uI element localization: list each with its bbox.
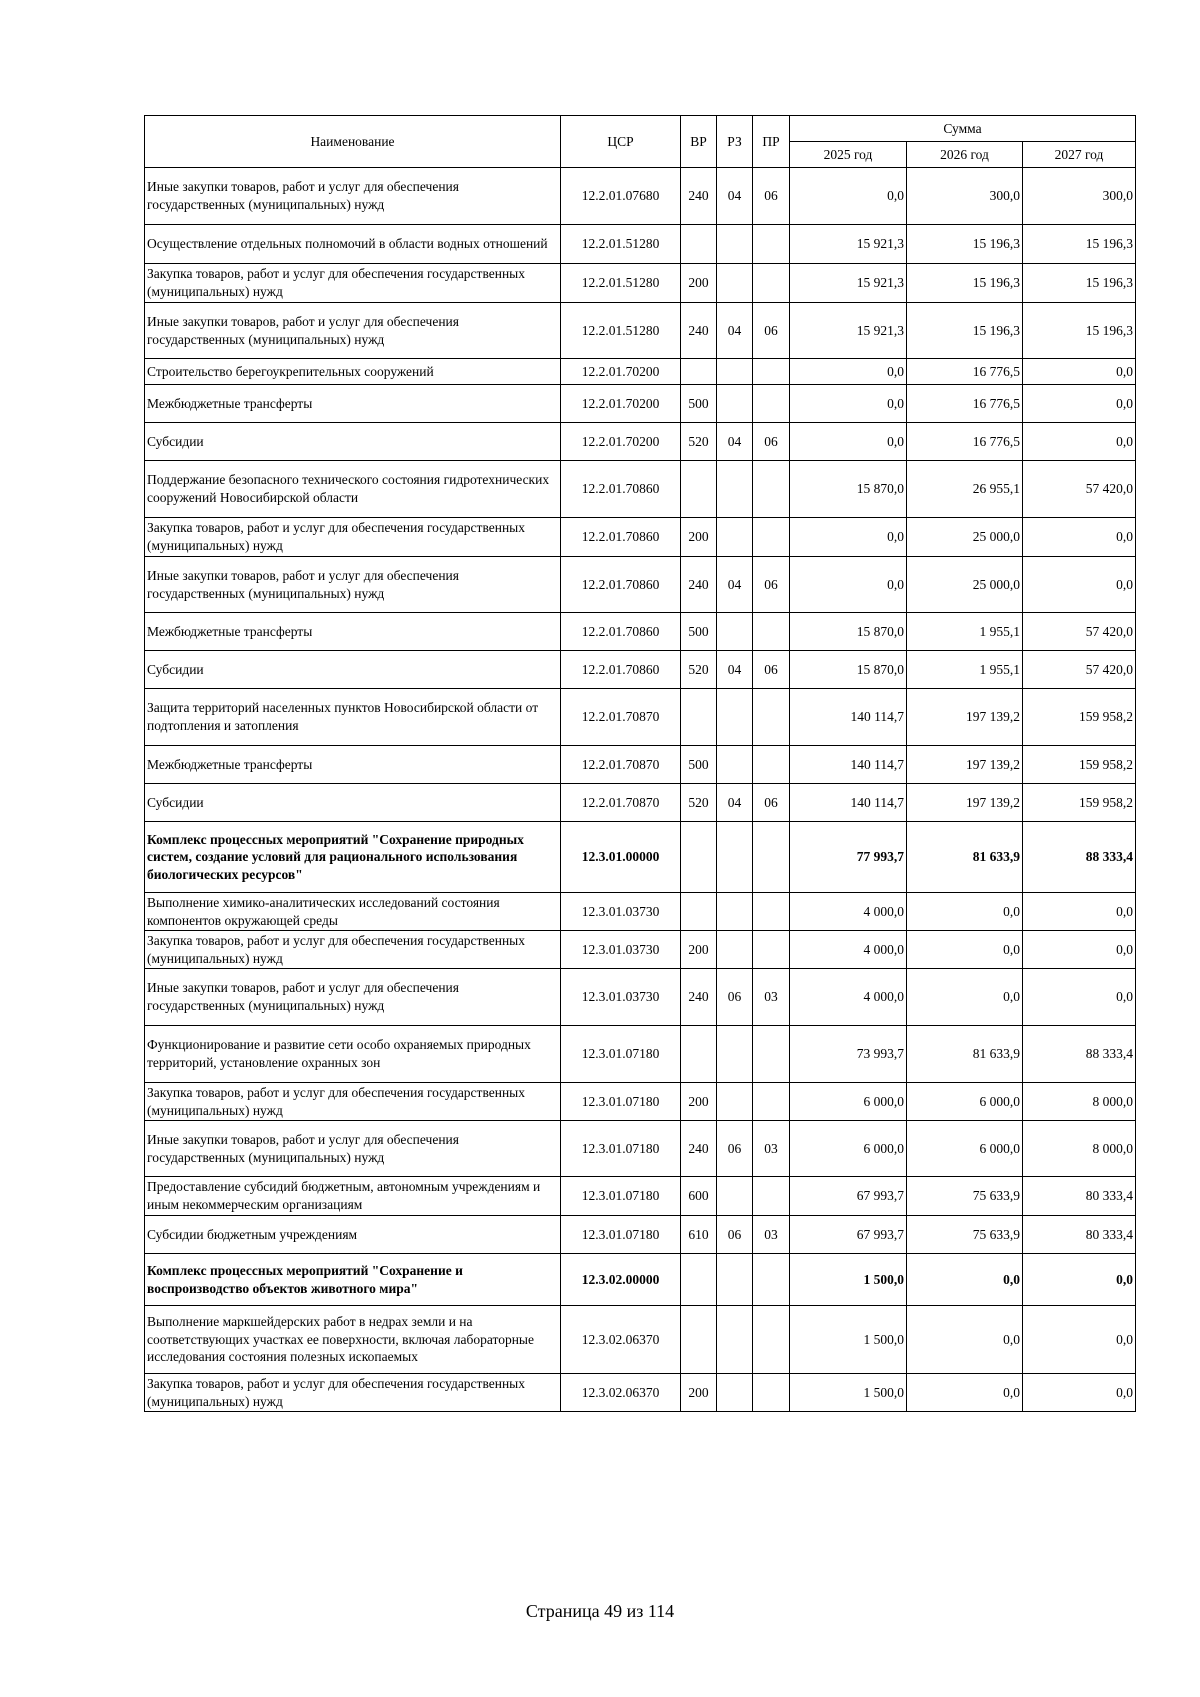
cell-pr (753, 461, 790, 518)
cell-2026: 16 776,5 (907, 359, 1023, 385)
table-body (145, 168, 1136, 1412)
header-year-2027: 2027 год (1023, 142, 1136, 168)
cell-rz (717, 1026, 753, 1083)
cell-vr (681, 822, 717, 893)
cell-name: Закупка товаров, работ и услуг для обеспечения государственных (муниципальных) нужд (145, 518, 561, 557)
cell-vr (681, 1306, 717, 1374)
cell-pr (753, 1254, 790, 1306)
cell-2025: 0,0 (790, 359, 907, 385)
table-row (145, 746, 1136, 784)
cell-name: Выполнение маркшейдерских работ в недрах земли и на соответствующих участках ее поверхности, включая лабораторные исследования состояния полезных ископаемых (145, 1306, 561, 1374)
cell-2026: 25 000,0 (907, 557, 1023, 613)
cell-rz (717, 385, 753, 423)
cell-2026: 26 955,1 (907, 461, 1023, 518)
table-row (145, 225, 1136, 264)
cell-2025: 1 500,0 (790, 1374, 907, 1412)
cell-pr: 03 (753, 969, 790, 1026)
cell-2026: 81 633,9 (907, 822, 1023, 893)
cell-2026: 25 000,0 (907, 518, 1023, 557)
cell-name: Межбюджетные трансферты (145, 746, 561, 784)
cell-vr: 520 (681, 423, 717, 461)
cell-rz: 04 (717, 651, 753, 689)
cell-2027: 0,0 (1023, 385, 1136, 423)
header-pr: ПР (753, 116, 790, 168)
cell-name: Функционирование и развитие сети особо охраняемых природных территорий, установление охранных зон (145, 1026, 561, 1083)
cell-vr: 240 (681, 1121, 717, 1177)
table-row (145, 1306, 1136, 1374)
cell-vr: 500 (681, 746, 717, 784)
cell-vr: 200 (681, 1374, 717, 1412)
cell-2026: 1 955,1 (907, 651, 1023, 689)
cell-csr: 12.2.01.70200 (561, 423, 681, 461)
cell-name: Субсидии (145, 423, 561, 461)
cell-2025: 6 000,0 (790, 1121, 907, 1177)
cell-rz: 04 (717, 168, 753, 225)
cell-rz (717, 461, 753, 518)
cell-rz (717, 689, 753, 746)
cell-vr: 200 (681, 518, 717, 557)
cell-2025: 15 921,3 (790, 264, 907, 303)
cell-csr: 12.2.01.70870 (561, 689, 681, 746)
cell-2025: 0,0 (790, 423, 907, 461)
cell-name: Иные закупки товаров, работ и услуг для обеспечения государственных (муниципальных) нужд (145, 557, 561, 613)
table-row (145, 931, 1136, 969)
cell-2027: 80 333,4 (1023, 1177, 1136, 1216)
cell-2026: 0,0 (907, 893, 1023, 931)
cell-pr (753, 822, 790, 893)
cell-2027: 0,0 (1023, 518, 1136, 557)
cell-2026: 15 196,3 (907, 264, 1023, 303)
cell-2026: 6 000,0 (907, 1083, 1023, 1121)
table-row (145, 1121, 1136, 1177)
cell-2026: 0,0 (907, 969, 1023, 1026)
cell-2025: 6 000,0 (790, 1083, 907, 1121)
cell-vr: 600 (681, 1177, 717, 1216)
header-row-top (145, 116, 1136, 142)
header-vr: ВР (681, 116, 717, 168)
cell-name: Закупка товаров, работ и услуг для обеспечения государственных (муниципальных) нужд (145, 1083, 561, 1121)
cell-vr: 500 (681, 613, 717, 651)
cell-vr: 200 (681, 931, 717, 969)
cell-2025: 0,0 (790, 168, 907, 225)
cell-name: Комплекс процессных мероприятий "Сохранение природных систем, создание условий для рационального использования биологических ресурсов" (145, 822, 561, 893)
cell-pr: 06 (753, 784, 790, 822)
cell-2025: 0,0 (790, 518, 907, 557)
cell-2027: 0,0 (1023, 1254, 1136, 1306)
cell-rz (717, 1083, 753, 1121)
cell-name: Выполнение химико-аналитических исследований состояния компонентов окружающей среды (145, 893, 561, 931)
cell-2025: 0,0 (790, 385, 907, 423)
cell-name: Осуществление отдельных полномочий в области водных отношений (145, 225, 561, 264)
cell-pr: 06 (753, 303, 790, 359)
header-year-2026: 2026 год (907, 142, 1023, 168)
cell-csr: 12.3.02.00000 (561, 1254, 681, 1306)
cell-2025: 4 000,0 (790, 969, 907, 1026)
cell-csr: 12.3.02.06370 (561, 1374, 681, 1412)
cell-2026: 16 776,5 (907, 385, 1023, 423)
cell-2025: 77 993,7 (790, 822, 907, 893)
page-number: Страница 49 из 114 (525, 1601, 675, 1621)
cell-rz: 04 (717, 423, 753, 461)
cell-2027: 80 333,4 (1023, 1216, 1136, 1254)
cell-2025: 15 870,0 (790, 461, 907, 518)
cell-pr (753, 1374, 790, 1412)
cell-name: Закупка товаров, работ и услуг для обеспечения государственных (муниципальных) нужд (145, 1374, 561, 1412)
cell-rz (717, 893, 753, 931)
cell-pr: 06 (753, 423, 790, 461)
table-row (145, 518, 1136, 557)
table-row (145, 461, 1136, 518)
cell-2026: 1 955,1 (907, 613, 1023, 651)
cell-2027: 0,0 (1023, 1374, 1136, 1412)
cell-name: Защита территорий населенных пунктов Новосибирской области от подтопления и затопления (145, 689, 561, 746)
table-header (145, 116, 1136, 168)
table-row (145, 1026, 1136, 1083)
cell-vr: 200 (681, 264, 717, 303)
cell-csr: 12.3.01.07180 (561, 1121, 681, 1177)
cell-2026: 0,0 (907, 931, 1023, 969)
cell-csr: 12.2.01.70860 (561, 461, 681, 518)
cell-name: Межбюджетные трансферты (145, 613, 561, 651)
cell-2027: 88 333,4 (1023, 1026, 1136, 1083)
header-name: Наименование (145, 116, 561, 168)
cell-name: Предоставление субсидий бюджетным, автономным учреждениям и иным некоммерческим организациям (145, 1177, 561, 1216)
cell-csr: 12.2.01.70860 (561, 651, 681, 689)
cell-pr: 06 (753, 168, 790, 225)
cell-pr: 06 (753, 557, 790, 613)
cell-pr (753, 689, 790, 746)
cell-2027: 0,0 (1023, 557, 1136, 613)
cell-vr (681, 225, 717, 264)
cell-2026: 197 139,2 (907, 784, 1023, 822)
cell-pr (753, 613, 790, 651)
cell-csr: 12.3.01.03730 (561, 893, 681, 931)
cell-csr: 12.3.01.07180 (561, 1216, 681, 1254)
table-row (145, 423, 1136, 461)
cell-2026: 0,0 (907, 1374, 1023, 1412)
cell-2027: 57 420,0 (1023, 461, 1136, 518)
header-sum: Сумма (790, 116, 1136, 142)
table-row (145, 651, 1136, 689)
cell-2027: 0,0 (1023, 359, 1136, 385)
table-row (145, 264, 1136, 303)
cell-2027: 57 420,0 (1023, 613, 1136, 651)
cell-name: Иные закупки товаров, работ и услуг для обеспечения государственных (муниципальных) нужд (145, 168, 561, 225)
table-row (145, 557, 1136, 613)
cell-vr: 520 (681, 651, 717, 689)
cell-2025: 15 870,0 (790, 613, 907, 651)
cell-2025: 140 114,7 (790, 746, 907, 784)
cell-name: Поддержание безопасного технического состояния гидротехнических сооружений Новосибирской области (145, 461, 561, 518)
cell-vr (681, 689, 717, 746)
cell-2026: 0,0 (907, 1306, 1023, 1374)
cell-csr: 12.2.01.51280 (561, 303, 681, 359)
cell-2027: 300,0 (1023, 168, 1136, 225)
cell-name: Иные закупки товаров, работ и услуг для обеспечения государственных (муниципальных) нужд (145, 1121, 561, 1177)
cell-2027: 15 196,3 (1023, 303, 1136, 359)
cell-pr: 03 (753, 1216, 790, 1254)
cell-2026: 0,0 (907, 1254, 1023, 1306)
cell-csr: 12.2.01.70870 (561, 784, 681, 822)
table-row (145, 359, 1136, 385)
cell-pr (753, 1177, 790, 1216)
cell-vr (681, 1254, 717, 1306)
table-row (145, 1254, 1136, 1306)
cell-rz (717, 225, 753, 264)
cell-2025: 0,0 (790, 557, 907, 613)
cell-2026: 75 633,9 (907, 1216, 1023, 1254)
cell-rz (717, 1254, 753, 1306)
cell-rz (717, 1177, 753, 1216)
cell-rz (717, 359, 753, 385)
cell-2026: 6 000,0 (907, 1121, 1023, 1177)
cell-csr: 12.2.01.51280 (561, 264, 681, 303)
cell-2027: 0,0 (1023, 893, 1136, 931)
cell-vr: 520 (681, 784, 717, 822)
cell-2027: 159 958,2 (1023, 784, 1136, 822)
cell-rz: 04 (717, 784, 753, 822)
cell-pr (753, 1083, 790, 1121)
table-row (145, 1083, 1136, 1121)
cell-csr: 12.2.01.51280 (561, 225, 681, 264)
cell-vr: 240 (681, 557, 717, 613)
cell-csr: 12.2.01.70200 (561, 359, 681, 385)
header-year-2025: 2025 год (790, 142, 907, 168)
cell-rz: 06 (717, 1216, 753, 1254)
cell-2027: 8 000,0 (1023, 1083, 1136, 1121)
table-row (145, 893, 1136, 931)
cell-2026: 300,0 (907, 168, 1023, 225)
cell-2025: 1 500,0 (790, 1306, 907, 1374)
cell-name: Иные закупки товаров, работ и услуг для обеспечения государственных (муниципальных) нужд (145, 303, 561, 359)
cell-2027: 159 958,2 (1023, 746, 1136, 784)
cell-pr (753, 264, 790, 303)
table-row (145, 822, 1136, 893)
cell-rz (717, 746, 753, 784)
cell-vr: 240 (681, 969, 717, 1026)
cell-rz: 04 (717, 557, 753, 613)
table-row (145, 385, 1136, 423)
cell-name: Субсидии (145, 784, 561, 822)
cell-2026: 197 139,2 (907, 689, 1023, 746)
cell-vr: 610 (681, 1216, 717, 1254)
cell-vr: 240 (681, 168, 717, 225)
cell-vr (681, 1026, 717, 1083)
cell-rz: 06 (717, 1121, 753, 1177)
cell-2027: 15 196,3 (1023, 264, 1136, 303)
cell-2025: 140 114,7 (790, 784, 907, 822)
table-row (145, 303, 1136, 359)
cell-2025: 4 000,0 (790, 931, 907, 969)
cell-pr (753, 1026, 790, 1083)
cell-2025: 15 921,3 (790, 303, 907, 359)
cell-rz: 04 (717, 303, 753, 359)
cell-rz (717, 1306, 753, 1374)
cell-csr: 12.3.02.06370 (561, 1306, 681, 1374)
table-row (145, 1216, 1136, 1254)
header-rz: РЗ (717, 116, 753, 168)
cell-pr: 06 (753, 651, 790, 689)
cell-pr (753, 225, 790, 264)
table-row (145, 784, 1136, 822)
cell-csr: 12.3.01.07180 (561, 1177, 681, 1216)
cell-name: Закупка товаров, работ и услуг для обеспечения государственных (муниципальных) нужд (145, 264, 561, 303)
cell-vr: 500 (681, 385, 717, 423)
cell-csr: 12.2.01.70870 (561, 746, 681, 784)
cell-pr: 03 (753, 1121, 790, 1177)
cell-csr: 12.2.01.07680 (561, 168, 681, 225)
header-csr: ЦСР (561, 116, 681, 168)
cell-2026: 15 196,3 (907, 225, 1023, 264)
table-row (145, 969, 1136, 1026)
cell-vr (681, 359, 717, 385)
cell-name: Строительство берегоукрепительных сооружений (145, 359, 561, 385)
cell-2026: 81 633,9 (907, 1026, 1023, 1083)
cell-2027: 8 000,0 (1023, 1121, 1136, 1177)
cell-2027: 88 333,4 (1023, 822, 1136, 893)
cell-pr (753, 359, 790, 385)
table-row (145, 689, 1136, 746)
cell-rz (717, 931, 753, 969)
cell-2027: 159 958,2 (1023, 689, 1136, 746)
table-row (145, 168, 1136, 225)
cell-pr (753, 1306, 790, 1374)
cell-vr: 240 (681, 303, 717, 359)
cell-pr (753, 746, 790, 784)
cell-csr: 12.3.01.03730 (561, 931, 681, 969)
cell-name: Иные закупки товаров, работ и услуг для обеспечения государственных (муниципальных) нужд (145, 969, 561, 1026)
cell-vr (681, 893, 717, 931)
cell-2025: 140 114,7 (790, 689, 907, 746)
cell-2027: 0,0 (1023, 931, 1136, 969)
cell-vr (681, 461, 717, 518)
cell-rz (717, 822, 753, 893)
cell-csr: 12.2.01.70860 (561, 557, 681, 613)
cell-name: Закупка товаров, работ и услуг для обеспечения государственных (муниципальных) нужд (145, 931, 561, 969)
cell-csr: 12.3.01.03730 (561, 969, 681, 1026)
cell-csr: 12.2.01.70860 (561, 613, 681, 651)
cell-csr: 12.3.01.00000 (561, 822, 681, 893)
cell-name: Субсидии (145, 651, 561, 689)
budget-table (144, 115, 1136, 1412)
cell-2025: 67 993,7 (790, 1216, 907, 1254)
cell-csr: 12.3.01.07180 (561, 1026, 681, 1083)
table-row (145, 1374, 1136, 1412)
table-row (145, 613, 1136, 651)
cell-2027: 57 420,0 (1023, 651, 1136, 689)
cell-rz (717, 1374, 753, 1412)
cell-rz (717, 518, 753, 557)
cell-2025: 15 921,3 (790, 225, 907, 264)
cell-2026: 75 633,9 (907, 1177, 1023, 1216)
cell-name: Субсидии бюджетным учреждениям (145, 1216, 561, 1254)
cell-2025: 4 000,0 (790, 893, 907, 931)
cell-2026: 15 196,3 (907, 303, 1023, 359)
cell-name: Комплекс процессных мероприятий "Сохранение и воспроизводство объектов животного мира" (145, 1254, 561, 1306)
cell-rz (717, 613, 753, 651)
cell-pr (753, 518, 790, 557)
cell-pr (753, 931, 790, 969)
cell-rz (717, 264, 753, 303)
table-row (145, 1177, 1136, 1216)
cell-csr: 12.2.01.70860 (561, 518, 681, 557)
cell-name: Межбюджетные трансферты (145, 385, 561, 423)
cell-2027: 0,0 (1023, 969, 1136, 1026)
cell-vr: 200 (681, 1083, 717, 1121)
cell-csr: 12.2.01.70200 (561, 385, 681, 423)
cell-rz: 06 (717, 969, 753, 1026)
cell-2027: 15 196,3 (1023, 225, 1136, 264)
cell-2025: 67 993,7 (790, 1177, 907, 1216)
cell-2027: 0,0 (1023, 423, 1136, 461)
cell-pr (753, 893, 790, 931)
cell-csr: 12.3.01.07180 (561, 1083, 681, 1121)
cell-pr (753, 385, 790, 423)
cell-2025: 73 993,7 (790, 1026, 907, 1083)
cell-2026: 197 139,2 (907, 746, 1023, 784)
cell-2025: 1 500,0 (790, 1254, 907, 1306)
cell-2026: 16 776,5 (907, 423, 1023, 461)
cell-2027: 0,0 (1023, 1306, 1136, 1374)
cell-2025: 15 870,0 (790, 651, 907, 689)
